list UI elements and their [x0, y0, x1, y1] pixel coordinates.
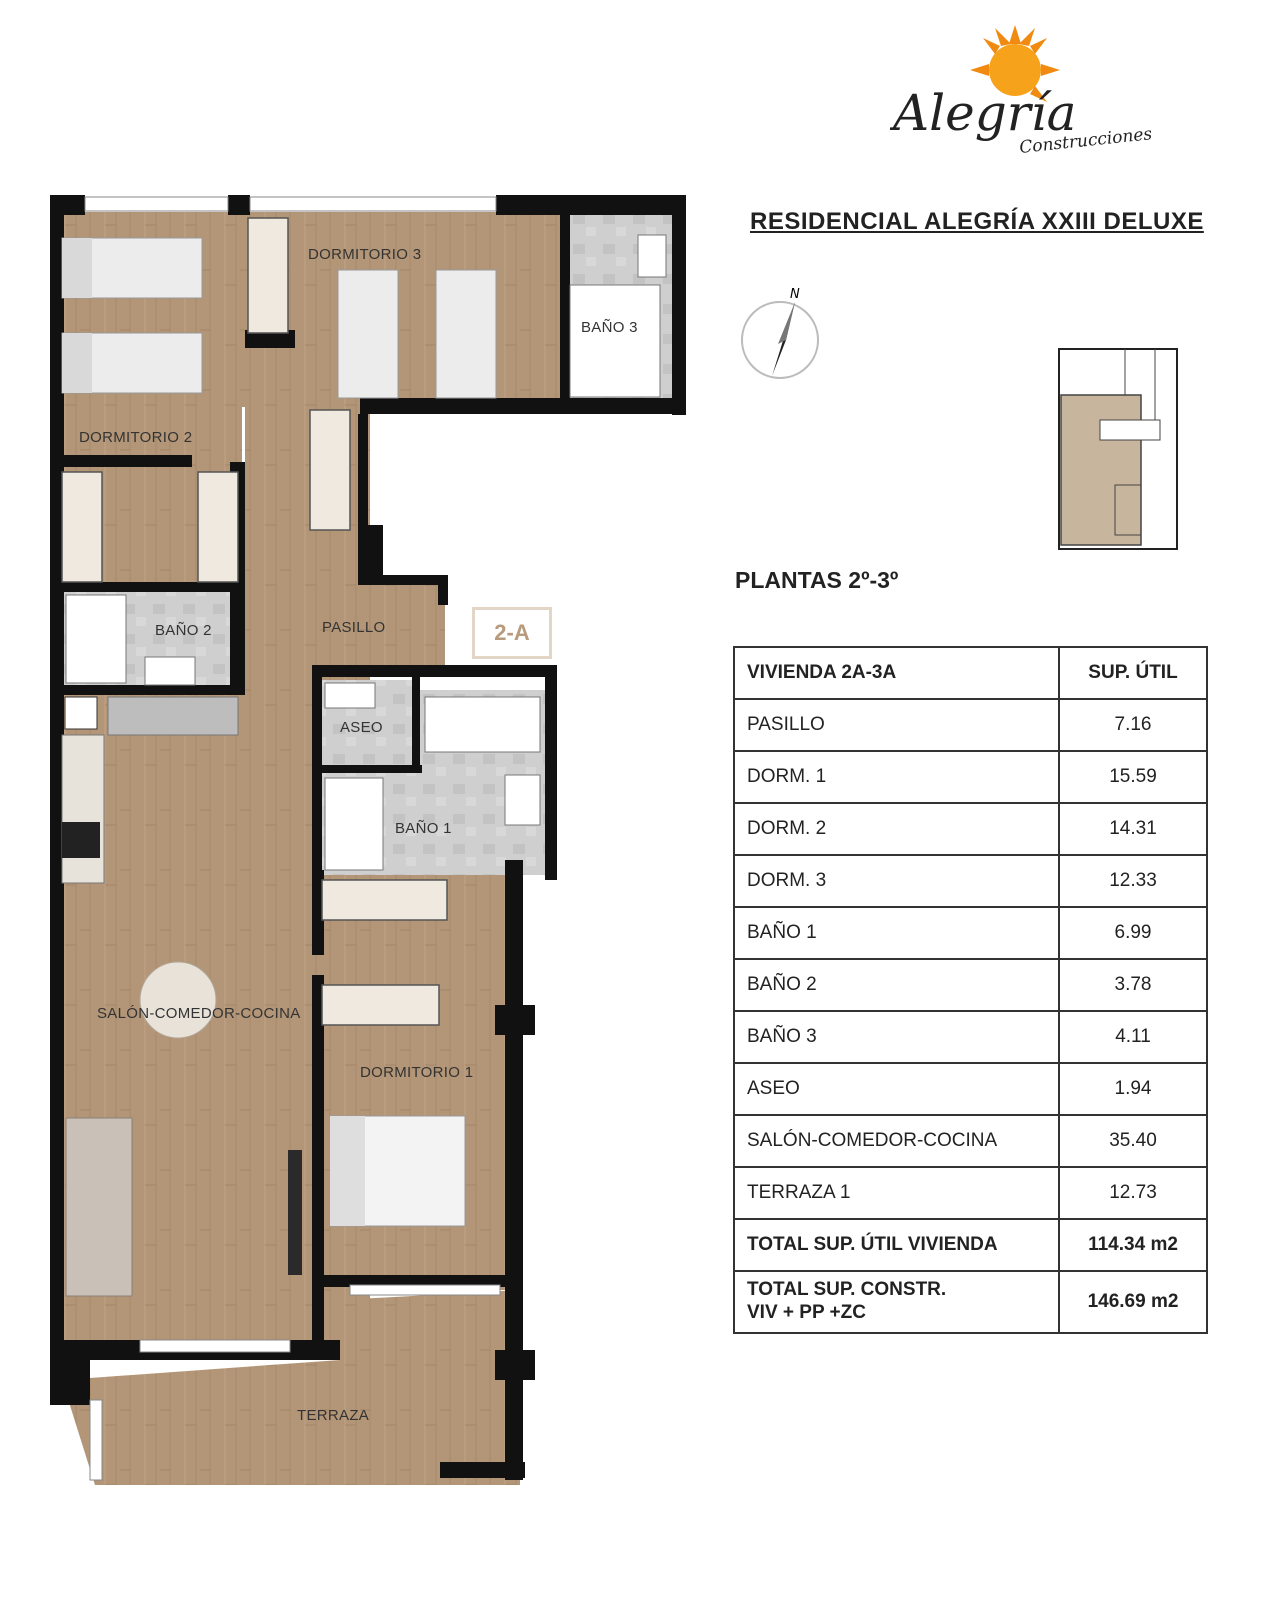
unit-tag: 2-A: [472, 607, 552, 659]
total-constr-name: [734, 1271, 1059, 1333]
row-name: BAÑO 2: [734, 959, 1059, 1011]
label-dormitorio-3: DORMITORIO 3: [308, 246, 422, 263]
row-name: DORM. 1: [734, 751, 1059, 803]
label-bano-3: BAÑO 3: [581, 319, 638, 336]
row-value: 14.31: [1059, 803, 1207, 855]
total-constr-value: 146.69 m2: [1059, 1271, 1207, 1333]
row-value: 7.16: [1059, 699, 1207, 751]
key-plan: [1055, 345, 1195, 565]
row-name: TERRAZA 1: [734, 1167, 1059, 1219]
total-constr-line2: VIV + PP +ZC: [747, 1302, 866, 1323]
logo-brand: Alegría: [893, 84, 1077, 142]
label-bano-1: BAÑO 1: [395, 820, 452, 837]
label-terraza: TERRAZA: [297, 1407, 370, 1424]
company-logo: [890, 25, 1180, 195]
project-title: RESIDENCIAL ALEGRÍA XXIII DELUXE: [750, 208, 1204, 235]
label-dormitorio-1: DORMITORIO 1: [360, 1064, 474, 1081]
floors-label: PLANTAS 2º-3º: [735, 567, 899, 593]
table-row: [734, 1115, 1207, 1167]
label-pasillo: PASILLO: [322, 619, 386, 636]
label-dormitorio-2: DORMITORIO 2: [79, 429, 193, 446]
row-value: 3.78: [1059, 959, 1207, 1011]
row-value: 15.59: [1059, 751, 1207, 803]
sun-icon: [890, 25, 1180, 195]
row-name: SALÓN-COMEDOR-COCINA: [734, 1115, 1059, 1167]
table-row: [734, 699, 1207, 751]
table-row: [734, 803, 1207, 855]
table-header: [734, 647, 1207, 699]
row-name: BAÑO 3: [734, 1011, 1059, 1063]
label-aseo: ASEO: [340, 719, 383, 736]
row-value: 35.40: [1059, 1115, 1207, 1167]
table-row: [734, 1167, 1207, 1219]
north-arrow: [740, 284, 840, 394]
header-sup-util: SUP. ÚTIL: [1059, 647, 1207, 699]
total-util-value: 114.34 m2: [1059, 1219, 1207, 1271]
north-label: N: [790, 287, 800, 302]
row-name: BAÑO 1: [734, 907, 1059, 959]
table-row: [734, 1011, 1207, 1063]
table-row: [734, 855, 1207, 907]
areas-table: [733, 646, 1208, 1334]
row-value: 6.99: [1059, 907, 1207, 959]
header-vivienda: VIVIENDA 2A-3A: [734, 647, 1059, 699]
table-row: [734, 959, 1207, 1011]
total-constr-row: [734, 1271, 1207, 1333]
row-name: DORM. 3: [734, 855, 1059, 907]
table-row: [734, 751, 1207, 803]
row-name: PASILLO: [734, 699, 1059, 751]
row-value: 1.94: [1059, 1063, 1207, 1115]
row-value: 12.33: [1059, 855, 1207, 907]
total-util-row: [734, 1219, 1207, 1271]
total-util-name: TOTAL SUP. ÚTIL VIVIENDA: [734, 1219, 1059, 1271]
row-name: DORM. 2: [734, 803, 1059, 855]
label-bano-2: BAÑO 2: [155, 622, 212, 639]
logo-sub: Construcciones: [1018, 124, 1154, 158]
row-value: 12.73: [1059, 1167, 1207, 1219]
table-row: [734, 907, 1207, 959]
row-value: 4.11: [1059, 1011, 1207, 1063]
label-salon-comedor-cocina: SALÓN-COMEDOR-COCINA: [97, 1005, 301, 1022]
row-name: ASEO: [734, 1063, 1059, 1115]
total-constr-line1: TOTAL SUP. CONSTR.: [747, 1279, 947, 1301]
table-row: [734, 1063, 1207, 1115]
